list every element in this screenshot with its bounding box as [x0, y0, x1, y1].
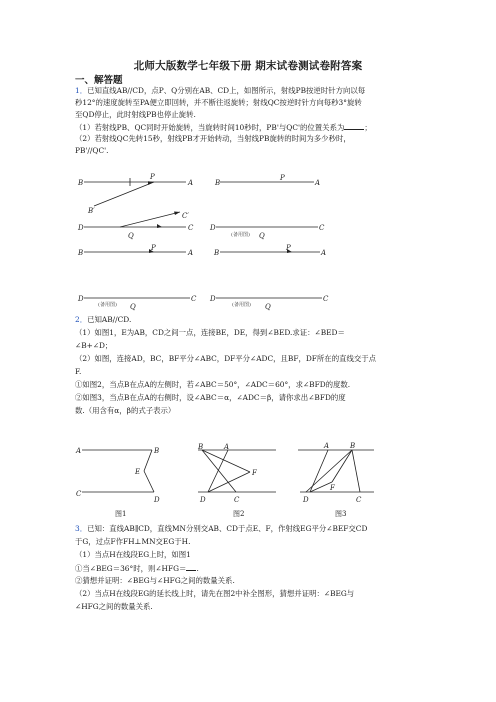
q3-line-6: （2）当点H在线段EG的延长线上时，请先在图2中补全图形，猜想并证明：∠BEG与 — [75, 589, 355, 598]
svg-text:C: C — [323, 295, 329, 303]
q1-line-2: 秒12°的速度旋转至PA便立即回转，并不断往返旋转；射线QC按逆时针方向每秒3°旋转 — [75, 98, 362, 107]
svg-text:F: F — [252, 469, 257, 477]
q2-line-1: 2．已知AB//CD. — [75, 315, 132, 324]
q3-number: 3． — [75, 524, 88, 533]
fig1-label-C: C — [76, 490, 82, 498]
svg-text:Q: Q — [130, 303, 136, 311]
fig3-caption: 图3 — [335, 510, 347, 518]
q1-number: 1． — [75, 86, 88, 95]
label-C-prime: C′ — [182, 212, 189, 220]
svg-text:B: B — [215, 179, 221, 187]
q1-line-1: 1．已知直线AB//CD，点P、Q分别在AB、CD上，如图所示，射线PB按逆时针方向以每 — [75, 86, 366, 95]
fig1-caption: 图1 — [115, 510, 127, 518]
label-B-prime: B′ — [88, 207, 95, 215]
svg-text:B: B — [214, 249, 220, 257]
svg-text:(备用图): (备用图) — [98, 302, 117, 308]
q2-figures — [70, 440, 450, 520]
svg-text:F: F — [330, 484, 335, 492]
svg-text:D: D — [210, 295, 216, 303]
svg-text:C: C — [356, 496, 362, 504]
label-D: D — [78, 224, 84, 232]
q3-line-4: ①当∠BEG＝36°时，则∠HFG＝ . — [75, 564, 199, 573]
fig2-caption: 图2 — [233, 510, 245, 518]
svg-text:A: A — [224, 443, 230, 451]
svg-text:(备用图): (备用图) — [232, 302, 251, 308]
q2-line-4: （2）如图，连接AD，BC，BF平分∠ABC，DF平分∠ADC，且BF，DF所在的直线交于点 — [75, 354, 377, 363]
svg-text:D: D — [200, 496, 206, 504]
q2-line-8: 数.（用含有α，β的式子表示） — [75, 406, 176, 415]
svg-text:Q: Q — [265, 303, 271, 311]
svg-text:B: B — [350, 442, 356, 450]
label-B: B — [78, 179, 84, 187]
svg-text:A: A — [315, 179, 321, 187]
q2-line-5: F. — [75, 367, 82, 376]
q2-line-7: ②如图3，当点B在点A的右侧时，设∠ABC＝α，∠ADC＝β，请你求出∠BFD的度 — [75, 393, 346, 402]
svg-text:P: P — [286, 244, 291, 252]
svg-text:B: B — [78, 249, 84, 257]
svg-text:C: C — [319, 224, 325, 232]
q1-figures — [70, 170, 430, 320]
svg-text:A: A — [321, 249, 327, 257]
fig1-label-A: A — [76, 447, 82, 455]
svg-text:C: C — [191, 295, 197, 303]
label-P: P — [150, 173, 155, 181]
svg-text:A: A — [324, 442, 330, 450]
label-Q: Q — [128, 232, 134, 240]
section-heading: 一、解答题 — [75, 75, 123, 86]
fig1-label-D: D — [154, 496, 160, 504]
label-A: A — [188, 179, 194, 187]
label-C: C — [188, 224, 194, 232]
answer-blank — [186, 563, 196, 571]
q1-line-3: 至QD停止，此时射线PB也停止旋转. — [75, 110, 196, 119]
svg-text:D: D — [303, 496, 309, 504]
svg-text:Q: Q — [259, 232, 265, 240]
q3-line-3: （1）当点H在线段EG上时，如图1 — [75, 550, 191, 559]
q2-number: 2． — [75, 315, 88, 324]
svg-text:D: D — [78, 295, 84, 303]
q1-line-6: PB'//QC'. — [75, 146, 109, 155]
svg-text:P: P — [280, 174, 285, 182]
q2-line-2: （1）如图1，E为AB，CD之间一点，连接BE，DE，得到∠BED.求证：∠BED＝ — [75, 328, 345, 337]
q1-line-4: （1）若射线PB、QC同时开始旋转，当旋转时间10秒时，PB'与QC'的位置关系为 ； — [75, 123, 372, 132]
q3-line-2: 于G，过点F作FH⊥MN交EG于H. — [75, 537, 191, 546]
svg-text:B: B — [198, 443, 204, 451]
q3-line-5: ②猜想并证明：∠BEG与∠HFG之间的数量关系. — [75, 576, 235, 585]
page-title: 北师大版数学七年级下册 期末试卷测试卷附答案 — [133, 60, 363, 72]
svg-text:A: A — [188, 249, 194, 257]
svg-text:P: P — [151, 244, 156, 252]
spare-figure-caption: (备用图) — [231, 232, 250, 238]
svg-text:D: D — [210, 224, 216, 232]
fig1-label-E: E — [135, 468, 141, 476]
q1-line-5: （2）若射线QC先转15秒，射线PB才开始转动，当射线PB旋转的时间为多少秒时， — [75, 134, 351, 143]
svg-text:C: C — [234, 496, 240, 504]
q3-line-7: ∠HFG之间的数量关系. — [75, 602, 153, 611]
q3-line-1: 3．已知：直线AB∥CD，直线MN分别交AB、CD于点E、F，作射线EG平分∠BEF交CD — [75, 524, 368, 533]
fig1-label-B: B — [154, 447, 160, 455]
q2-line-3: ∠B+∠D； — [75, 341, 113, 350]
answer-blank — [344, 122, 364, 130]
q2-line-6: ①如图2，当点B在点A的左侧时，若∠ABC＝50°，∠ADC＝60°，求∠BFD的度数. — [75, 380, 351, 389]
